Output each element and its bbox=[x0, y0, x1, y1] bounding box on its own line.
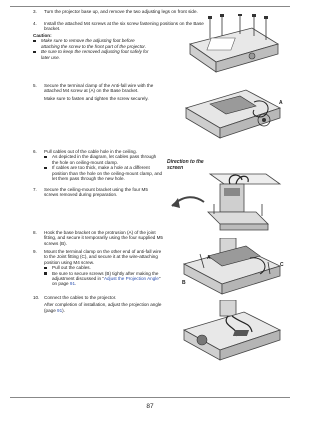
step-number: 7. bbox=[33, 187, 37, 192]
step-text: Turn the projector base up, and remove the two adjusting legs on front side. bbox=[44, 9, 198, 14]
step6-bullet bbox=[44, 165, 163, 181]
label-c: C bbox=[280, 262, 284, 268]
figure-anti-fall-wire bbox=[180, 80, 284, 142]
header-rule bbox=[10, 6, 290, 7]
bullet-text: As depicted in the diagram, let cables pass through the hole on ceiling-mount clamp. bbox=[52, 154, 157, 165]
step-number: 5. bbox=[33, 83, 37, 88]
step-text: Mount the terminal clamp on the other end of anti-fall wire to the Joint fitting (C), and secure it at the wire-attaching position using M4 screw. bbox=[44, 249, 162, 265]
caution-item bbox=[33, 38, 153, 49]
bullet-text: Be sure to secure screws (B) tightly after making the adjustment discussed in " bbox=[52, 270, 159, 282]
bullet-text: . bbox=[75, 281, 77, 287]
adjust-projection-angle-link[interactable]: Adjust the Projection Angle bbox=[103, 276, 159, 282]
step-text: Secure the ceiling-mount bracket using the four M5 screws removed during preparation. bbox=[44, 187, 148, 198]
caution-item bbox=[33, 49, 153, 60]
step-text: Secure the terminal clamp of the Anti-fall wire with the attached M4 screw at (A) on the Base bracket. bbox=[44, 83, 154, 94]
step6-bullet bbox=[44, 154, 163, 165]
figure-connect-cables bbox=[180, 300, 284, 362]
step-6 bbox=[33, 149, 163, 181]
bullet-icon bbox=[44, 156, 47, 159]
bullet-icon bbox=[44, 272, 47, 275]
direction-line-1: Direction to the bbox=[167, 159, 204, 165]
bullet-icon bbox=[33, 51, 36, 54]
bullet-text: If cables are too thick, make a hole at a different position than the hole on the ceiling-mount clamp, and let them pass through the new hole. bbox=[52, 165, 163, 182]
step-number: 4. bbox=[33, 21, 37, 26]
label-b: B bbox=[182, 280, 186, 286]
bullet-icon bbox=[44, 167, 47, 170]
label-a: A bbox=[279, 100, 283, 106]
label-a: A bbox=[207, 255, 211, 261]
step-text: Install the attached M4 screws at the six screw fastening positions on the Base bracket. bbox=[44, 21, 204, 32]
bullet-text: Pull out the cables. bbox=[52, 265, 91, 271]
step9-bullet bbox=[44, 271, 165, 287]
step-number: 10. bbox=[33, 295, 40, 300]
caution-title: Caution: bbox=[33, 33, 52, 38]
step-number: 6. bbox=[33, 149, 37, 154]
page-number: 87 bbox=[146, 403, 154, 410]
note-text: After completion of installation, adjust the projection angle (page bbox=[44, 302, 162, 313]
step-note bbox=[44, 302, 163, 313]
step-text: Hook the base bracket on the protrusion (A) of the joint fitting, and secure it temporarily using the four supplied M5 screws (B). bbox=[44, 230, 163, 246]
step-number: 9. bbox=[33, 249, 37, 254]
step-note: Make sure to fasten and tighten the screw securely. bbox=[44, 95, 149, 101]
step-10 bbox=[33, 295, 163, 313]
step-text: Connect the cables to the projector. bbox=[44, 295, 117, 300]
step-5 bbox=[33, 83, 163, 101]
bullet-text: " on page bbox=[52, 276, 161, 287]
note-text: ). bbox=[62, 307, 65, 313]
page-link[interactable]: 91 bbox=[69, 281, 76, 287]
step-text: Pull cables out of the cable hole in the ceiling. bbox=[44, 149, 137, 154]
bullet-icon bbox=[33, 40, 36, 43]
step-8 bbox=[33, 230, 163, 246]
step-number: 3. bbox=[33, 9, 37, 14]
figure-joint-fitting bbox=[180, 238, 284, 296]
step-7 bbox=[33, 187, 163, 198]
bullet-icon bbox=[44, 267, 47, 270]
figure-base-bracket-screws bbox=[182, 14, 282, 78]
footer-rule bbox=[10, 397, 290, 398]
caution-block bbox=[33, 33, 153, 60]
figure-ceiling-mount bbox=[170, 170, 282, 238]
caution-item-text: Make sure to remove the adjusting foot before attaching the screw to the front part of the projector. bbox=[41, 38, 147, 49]
page-link[interactable]: 91 bbox=[57, 307, 63, 313]
caution-item-text: Be sure to keep the removed adjusting foot safely for later use. bbox=[41, 49, 149, 60]
step-9 bbox=[33, 249, 165, 287]
step-number: 8. bbox=[33, 230, 37, 235]
direction-line-2: screen bbox=[167, 164, 184, 171]
